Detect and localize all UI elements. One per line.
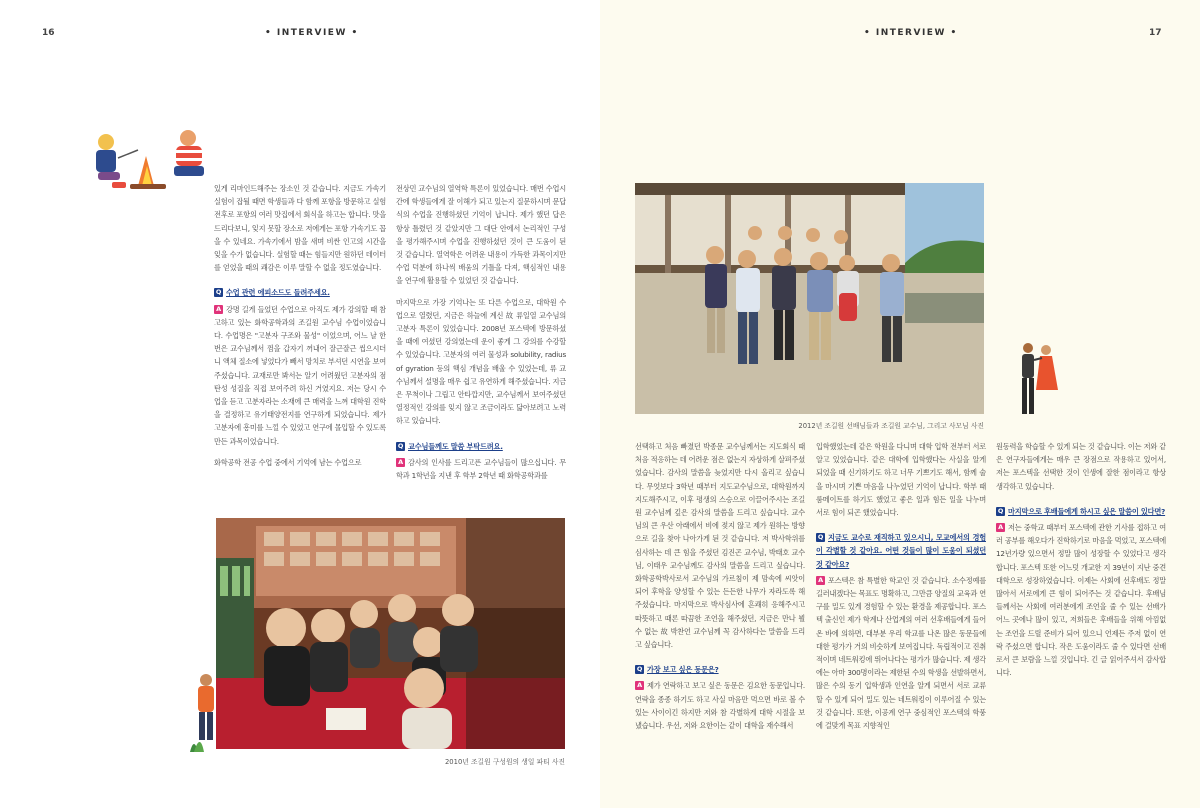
answer-text: 제가 연락하고 보고 싶은 동문은 김요한 동문입니다. 연락을 종종 하기도 하고 사실 마음만 먹으면 바로 볼 수 있는 사이이긴 하지만 저와 참 각별하게 대학 시절을 보냈습니다. 우선, 저와 요한이는 같이 대학을 재수해서 — [635, 681, 805, 731]
question-heading — [396, 440, 566, 453]
question-text: 가장 보고 싶은 동문은? — [647, 665, 719, 675]
right-column-3 — [996, 440, 1166, 770]
right-column-2 — [816, 440, 986, 770]
question-heading — [996, 505, 1166, 518]
question-badge: Q — [215, 288, 222, 297]
answer-paragraph — [214, 303, 386, 448]
answer-badge: A — [635, 681, 644, 690]
answer-paragraph — [816, 574, 986, 732]
answer-text: 저는 중학교 때부터 포스텍에 관한 기사를 접하고 여러 공부를 해오다가 진학하기로 마음을 먹었고, 포스텍에 12년가량 있으면서 정말 많이 성장할 수 있었다고 생각합니다. 포스텍 또한 어느덧 개교한 지 39년이 지난 중견 대학으로 성장하였습니다. 이제는 사회에 선후배도 정말 많아서 서로에게 큰 힘이 되어주는 것 같습니다. 후배님들께서는 사회에 여러분에게 조언을 줄 수 있는 선배가 어느 곳에나 많이 있고, 저희들은 후배들을 위해 아낌없는 조언을 드릴 준비가 되어 있으니 언제든 주저 없이 연락 주셨으면 합니다. 작은 도움이라도 줄 수 있다면 선배로서 큰 보람을 느낄 것입니다. 긴 글 읽어주셔서 감사합니다. — [996, 523, 1166, 678]
question-text: 마지막으로 후배들에게 하시고 싶은 말씀이 있다면? — [1008, 506, 1166, 516]
photo-caption-right: 2012년 조길원 선배님들과 조길원 교수님, 그리고 사모님 사진 — [798, 422, 984, 430]
group-photo — [635, 183, 984, 414]
answer-badge: A — [816, 576, 825, 585]
section-label-left: • INTERVIEW • — [265, 28, 359, 38]
answer-paragraph — [635, 679, 805, 732]
question-badge: Q — [636, 665, 643, 674]
question-badge: Q — [397, 441, 404, 450]
paragraph: 선택하고 처음 빠졌던 박종문 교수님께서는 지도회식 때처음 적응하는 데 어려운 점은 없는지 자상하게 살펴주셨었습니다. 감사의 말씀을 늦었지만 다시 올리고 싶습니다. 무엇보다 3학년 때부터 지도교수님으로, 대학원까지 지도해주시고, 이후 평생의 스승으로 이끌어주시는 조길원 교수님께 깊은 감사의 말씀을 드리고 싶습니다. 교수님의 큰 우산 아래에서 비에 젖지 않고 제가 원하는 방향으로 길을 찾아 나아가게 된 것 같습니다. 저 박사학위를 심사하는 데 큰 힘을 주셨던 김진곤 교수님, 박태호 교수님, 이태우 교수님께도 감사의 말씀을 드리고 싶습니다. 화학공학박사로서 교수님의 가르침이 제 맘속에 씨앗이 되어 후학을 양성할 수 있는 든든한 나무가 자라도록 해주셨습니다. 마지막으로 박사심사에 흔쾌히 응해주시고 따뜻하고 때론 따끔한 조언을 해주셨던, 지금은 만나 뵐 수 없는 故 박찬언 교수님께 꼭 감사하다는 말씀을 드리고 싶습니다. — [635, 442, 805, 650]
question-heading — [635, 663, 805, 676]
page-number-left: 16 — [42, 28, 55, 38]
right-column-1 — [635, 440, 805, 770]
paragraph: 입학했었는데 같은 학원을 다니며 대학 입학 전부터 서로 알고 있었습니다. 같은 대학에 입학했다는 사실을 알게 되었을 때 신기하기도 하고 너무 기쁘기도 해서, 함께 술을 마시며 기쁜 마음을 나누었던 기억이 납니다. 학부 때 룸메이트를 하기도 했었고 좋은 일과 힘든 일을 나누며 서로 힘이 되곤 했었습니다. — [816, 442, 986, 518]
dancing-couple-illustration — [1012, 340, 1062, 420]
left-column-2 — [396, 182, 566, 512]
answer-badge: A — [214, 305, 223, 314]
photo-caption-left: 2010년 조길원 구성원의 생일 파티 사진 — [444, 758, 565, 766]
page-number-right: 17 — [1149, 28, 1162, 38]
answer-badge: A — [396, 458, 405, 467]
section-label-right: • INTERVIEW • — [864, 28, 958, 38]
paragraph: 원동력을 학습할 수 있게 되는 것 같습니다. 이는 저와 같은 연구자들에게는 매우 큰 장점으로 작용하고 있어서, 저는 포스텍을 선택한 것이 인생에 잘한 점이라고 항상 생각하고 있습니다. — [996, 442, 1166, 491]
right-page — [600, 0, 1200, 808]
question-badge: Q — [817, 533, 824, 542]
answer-paragraph — [396, 456, 566, 482]
question-text: 수업 관련 에피소드도 들려주세요. — [226, 288, 330, 298]
paragraph: 화학공학 전공 수업 중에서 기억에 남는 수업으로 — [214, 457, 362, 467]
left-column-1 — [214, 182, 386, 512]
question-heading — [816, 531, 986, 571]
answer-badge: A — [996, 523, 1005, 532]
intro-paragraph: 있게 리마인드해주는 장소인 것 같습니다. 지금도 가속기 실험이 잡될 때면 학생들과 다 함께 포항을 방문하고 실험 전후로 포항의 여러 맛집에서 회식을 하고는 합니다. 맛을 드리다보니, 잊지 못할 장소로 저에게는 포항 가속기도 꼽을 수 있네요. 가속기에서 밤을 새며 비싼 인고의 시간을 잊을 수가 없습니다. 실험할 때는 힘들지만 원하던 데이터를 얻었을 때의 쾌감은 이루 말할 수 없을 정도였습니다. — [214, 184, 386, 273]
answer-paragraph — [996, 521, 1166, 679]
paragraph: 마지막으로 가장 기억나는 또 다른 수업으로, 대학원 수업으로 열렸던, 지금은 하늘에 계신 故 류일열 교수님의 고분자 특론이 있었습니다. 2008년 포스텍에 방문하셨을 때에 여셨던 강의였는데 운이 좋게 그 강의를 수강할 수 있었습니다. 고분자의 여러 물성과 solubility, radius of gyration 등의 핵심 개념을 배울 수 있었는데, 류 교수님께서 설명을 매우 쉽고 유연하게 해주셨습니다. 지금은 무척이나 그립고 안타깝지만, 교수님께서 보여주셨던 열정적인 강의를 잊지 않고 조금이라도 닮아보려고 노력하고 있습니다. — [396, 297, 566, 426]
question-heading — [214, 286, 386, 299]
answer-text: 포스텍은 참 특별한 학교인 것 같습니다. 소수정예를 길러내겠다는 목표도 명확하고, 그만큼 양질의 교육과 연구를 밀도 있게 경험할 수 있는 환경을 제공합니다. 포스텍 출신인 제가 학계나 산업계의 여러 선후배들에게 들어온 바에 의하면, 대부분 우리 학교를 나온 많은 동문들에 대한 평가가 거의 비슷하게 보여집니다. 독립적이고 진취적이며 네트워킹에 뛰어나다는 평가가 많습니다. 제 생각에는 아마 300명이라는 제한된 수의 학생을 선발하면서, 많은 수의 동기 입학생과 인연을 알게 되면서 서로 교류할 수 있게 되어 밀도 있는 네트워킹이 이루어질 수 있는 것 같습니다. 또한, 이공계 연구 중심적인 포스텍의 학풍에 걸맞게 목표 지향적인 — [816, 575, 986, 731]
paragraph: 전상민 교수님의 열역학 특론이 있었습니다. 매번 수업시간에 학생들에게 잘 이해가 되고 있는지 질문하시며 문답식의 수업을 진행하셨던 기억이 납니다. 제가 했던 답은 항상 틀렸던 것 같았지만 그 대단 안에서 논리적인 구성을 평가해주시며 수업을 진행하셨던 것이 큰 도움이 된 것 같습니다. 열역학은 어려운 내용이 가득한 과목이지만 수업 덕분에 하나씩 배움의 기틀을 다져, 핵심적인 내용을 연구에 활용할 수 있었던 것 같습니다. — [396, 184, 566, 286]
birthday-party-photo — [216, 518, 565, 749]
answer-text: 감사의 인사를 드리고픈 교수님들이 많으십니다. 무학과 1학년을 지낸 후 학부 2학년 때 화학공학과를 — [396, 457, 566, 481]
question-badge: Q — [997, 506, 1004, 515]
person-with-phone-illustration — [188, 672, 224, 752]
campfire-illustration — [92, 128, 212, 196]
answer-text: 강명 길게 들었던 수업으로 아직도 제가 강의할 때 참고하고 있는 화학공학과의 조길원 교수님 수업이었습니다. 수업명은 "고분자 구조와 물성" 이었으며, 어느 날 한번은 교수님께서 껌을 갑자기 꺼내어 잘근잘근 씹으시더니 액체 질소에 넣었다가 빼서 망치로 부셔던 시연을 보여주셨습니다. 교재로만 봐서는 알기 어려웠던 고분자의 점탄성 성질을 직접 보여주려 하신 거였지요. 저는 당시 수업을 듣고 고분자라는 소재에 큰 매력을 느껴 대학원 진학을 결정하고 유기태양전지를 연구하게 되었습니다. 제가 고분자에 흥미를 느낄 수 있었고 연구에 몰입할 수 있도록 만든 과목이었습니다. — [214, 304, 386, 446]
question-text: 지금도 교수로 재직하고 있으시니, 모교에서의 경험이 각별할 것 같아요. 어떤 것들이 많이 도움이 되셨던 것 같아요? — [816, 533, 986, 569]
question-text: 교수님들께도 말씀 부탁드려요. — [408, 441, 503, 451]
